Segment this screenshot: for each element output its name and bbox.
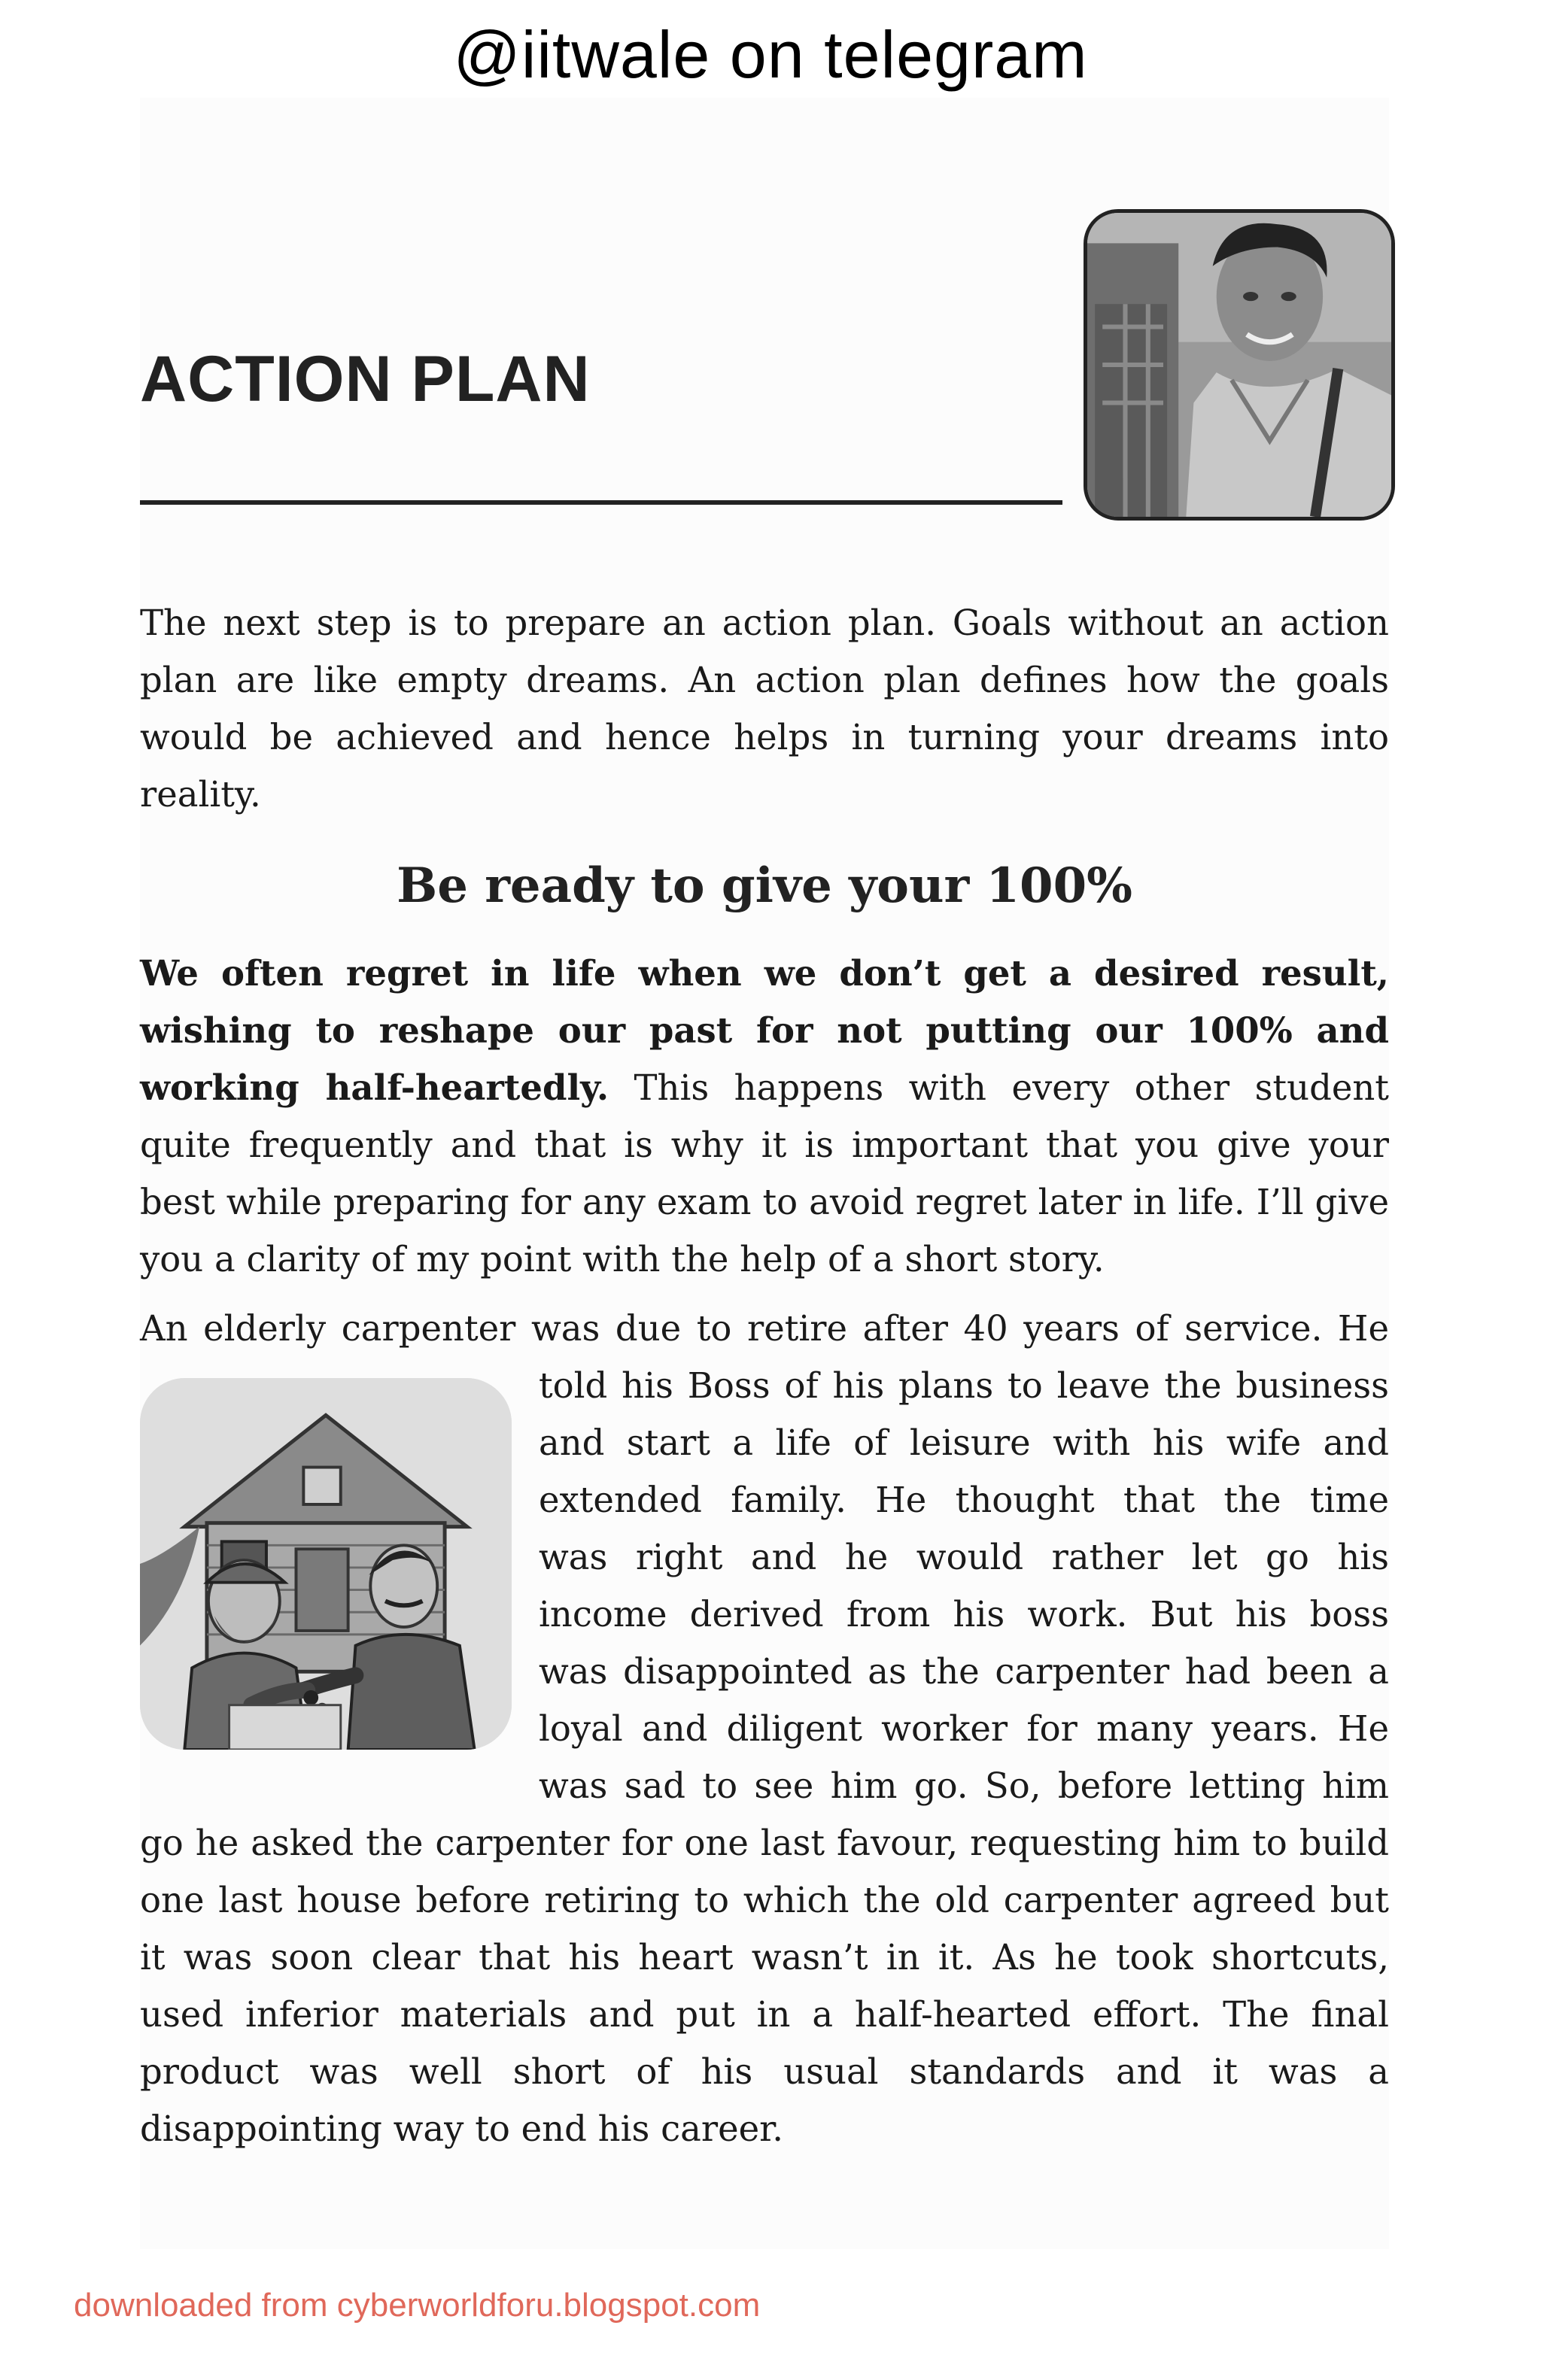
story-line: and start a life of leisure with his wife and (539, 1422, 1389, 1463)
intro-paragraph: The next step is to prepare an action plan. Goals without an action plan are like empty dreams. An action plan defines how the goals would be achieved and hence helps in turning your dreams into reality. (140, 603, 1389, 815)
story-line: loyal and diligent worker for many years. He (539, 1708, 1389, 1749)
story-conclusion-paragraph: go he asked the carpenter for one last favour, requesting him to build one last house before retiring to which the old carpenter agreed but it was soon clear that his heart wasn’t in it. As he took shortcuts, used inferior materials and put in a half-hearted effort. The final product was well short of his usual standards and it was a disappointing way to end his career. (140, 1823, 1389, 2149)
carpenter-illustration (140, 1378, 512, 1750)
story-line: was sad to see him go. So, before letting him (539, 1765, 1389, 1806)
story-wrapped-text (539, 1357, 1389, 1814)
story-line: income derived from his work. But his boss (539, 1594, 1389, 1635)
telegram-watermark: @iitwale on telegram (453, 17, 1088, 92)
blog-watermark: downloaded from cyberworldforu.blogspot.com (74, 2287, 761, 2324)
story-line: extended family. He thought that the time (539, 1480, 1389, 1520)
section-heading: Be ready to give your 100% (397, 858, 1132, 914)
chapter-title: ACTION PLAN (140, 343, 591, 415)
student-photo (1084, 209, 1395, 521)
regret-emphasis: We often regret in life when we don’t get a desired result, wishing to reshape our past for not putting our 100% and working half-heartedly. (140, 952, 1389, 1108)
story-line: told his Boss of his plans to leave the business (539, 1365, 1389, 1406)
regret-paragraph (140, 945, 1389, 1288)
regret-body: This happens with every other student quite frequently and that is why it is important that you give your best while preparing for any exam to avoid regret later in life. I’ll give you a clarity of my point with the help of a short story. (140, 1067, 1389, 1280)
story-line: was right and he would rather let go his (539, 1537, 1389, 1577)
story-first-line: An elderly carpenter was due to retire after 40 years of service. He (140, 1308, 1389, 1349)
story-line: was disappointed as the carpenter had been a (539, 1651, 1389, 1692)
title-underline (140, 500, 1062, 505)
